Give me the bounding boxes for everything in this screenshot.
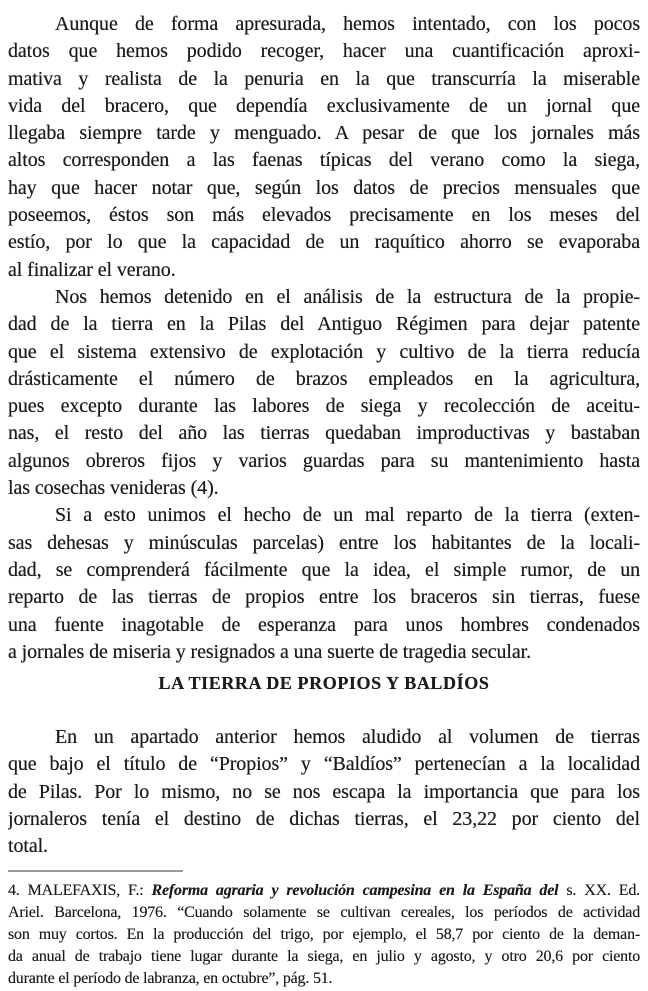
text-line: sas dehesas y minúsculas parcelas) entre los habitantes de la locali-	[8, 531, 640, 554]
text-line: llegaba siempre tarde y menguado. A pesar de que los jornales más	[8, 122, 640, 145]
text-line: a jornales de miseria y resignados a una suerte de tragedia secular.	[8, 640, 531, 663]
footnote-line	[8, 902, 640, 924]
footnote-line	[8, 880, 640, 902]
text-line: dad de la tierra en la Pilas del Antiguo Régimen para dejar patente	[8, 313, 640, 336]
text-line: Nos hemos detenido en el análisis de la estructura de la propie-	[55, 285, 640, 308]
footnote-text: 4. MALEFAXIS, F.:	[8, 881, 152, 899]
text-line: Aunque de forma apresurada, hemos intentado, con los pocos	[55, 13, 640, 35]
text-line: mativa y realista de la penuria en la que transcurría la miserable	[8, 67, 640, 90]
footnote-line	[8, 924, 640, 946]
text-line: total.	[8, 835, 48, 858]
text-line: algunos obreros fijos y varios guardas para su mantenimiento hasta	[8, 449, 640, 472]
section-heading: LA TIERRA DE PROPIOS Y BALDÍOS	[158, 673, 490, 694]
text-line: Si a esto unimos el hecho de un mal reparto de la tierra (exten-	[55, 504, 640, 527]
text-line: jornaleros tenía el destino de dichas tierras, el 23,22 por ciento del	[8, 808, 640, 831]
text-line: al finalizar el verano.	[8, 258, 176, 281]
text-line: nas, el resto del año las tierras quedaban improductivas y bastaban	[8, 422, 640, 445]
text-line: reparto de las tierras de propios entre los braceros sin tierras, fuese	[8, 586, 640, 609]
text-line: las cosechas venideras (4).	[8, 477, 219, 500]
footnote-text: Ariel. Barcelona, 1976. “Cuando solamente se cultivan cereales, los períodos de actividad	[8, 903, 640, 921]
text-line: una fuente inagotable de esperanza para unos hombres condenados	[8, 613, 640, 636]
text-line: que bajo el título de “Propios” y “Baldíos” pertenecían a la localidad	[8, 753, 640, 776]
paragraph	[8, 502, 640, 666]
text-line: pues excepto durante las labores de siega y recolección de aceitu-	[8, 395, 640, 418]
text-line: datos que hemos podido recoger, hacer una cuantificación aproxi-	[8, 40, 640, 63]
body-text-bottom	[8, 724, 640, 860]
paragraph	[8, 284, 640, 502]
text-line: dad, se comprenderá fácilmente que la idea, el simple rumor, de un	[8, 558, 640, 581]
text-line: que el sistema extensivo de explotación y cultivo de la tierra reducía	[8, 340, 640, 363]
paragraph	[8, 11, 640, 284]
footnote-line	[8, 968, 640, 990]
text-line: poseemos, éstos son más elevados precisamente en los meses del	[8, 204, 640, 227]
text-line: En un apartado anterior hemos aludido al volumen de tierras	[55, 726, 640, 749]
text-line: drásticamente el número de brazos empleados en la agricultura,	[8, 367, 640, 390]
footnote-separator-rule	[8, 870, 183, 872]
footnote	[8, 880, 640, 990]
footnote-text: da anual de trabajo tiene lugar durante la siega, en julio y agosto, y otro 20,6 por ciento	[8, 947, 640, 965]
text-line: hay que hacer notar que, según los datos de precios mensuales que	[8, 176, 640, 199]
footnote-text: s. XX. Ed.	[558, 881, 640, 899]
footnote-line	[8, 946, 640, 968]
text-line: estío, por lo que la capacidad de un raquítico ahorro se evaporaba	[8, 231, 640, 254]
footnote-book-title: Reforma agraria y revolución campesina en la España del	[151, 881, 559, 899]
footnote-text: son muy cortos. En la producción del trigo, por ejemplo, el 58,7 por ciento de la deman-	[8, 925, 640, 943]
text-line: de Pilas. Por lo mismo, no se nos escapa la importancia que para los	[8, 780, 640, 803]
paragraph	[8, 724, 640, 860]
body-text-top	[8, 11, 640, 666]
text-line: altos corresponden a las faenas típicas del verano como la siega,	[8, 149, 640, 172]
footnote-text: durante el período de labranza, en octubre”, pág. 51.	[8, 969, 333, 987]
text-line: vida del bracero, que dependía exclusivamente de un jornal que	[8, 94, 640, 117]
